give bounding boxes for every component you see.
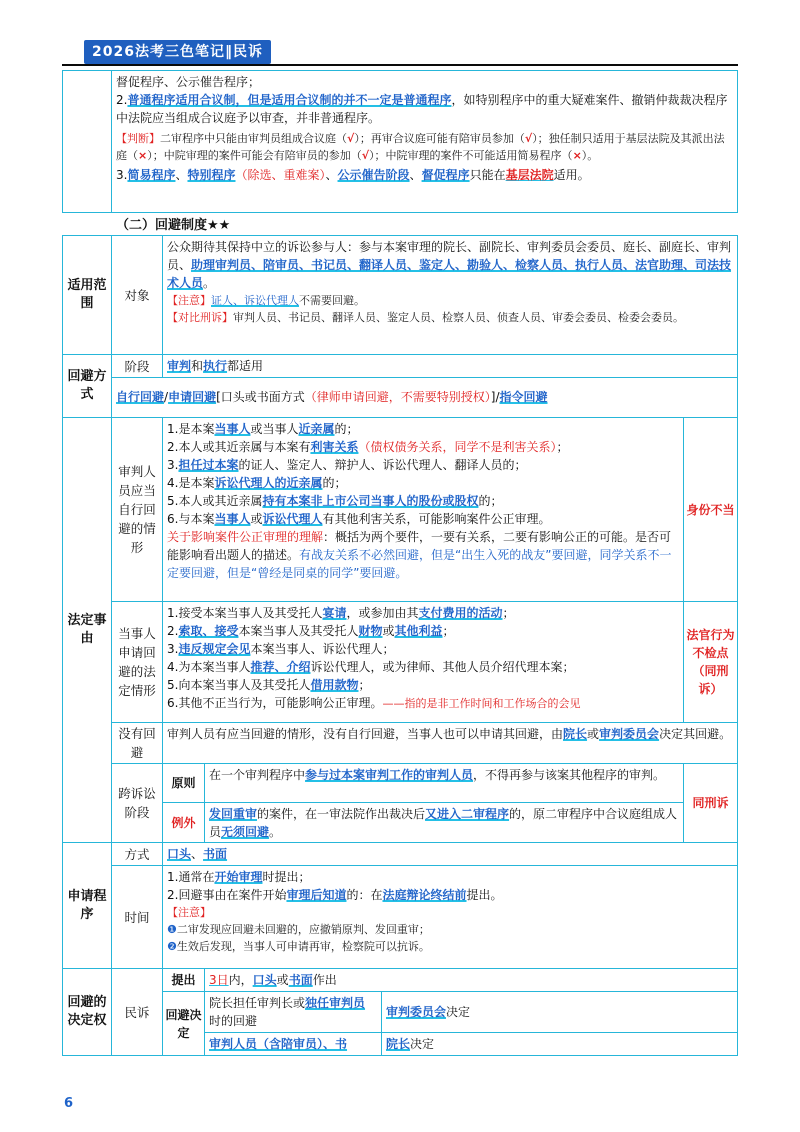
no-recusal-content: 审判人员有应当回避的情形，没有自行回避，当事人也可以申请其回避，由院长或审判委员会决定其回避。 <box>162 722 738 764</box>
page-header <box>62 38 738 66</box>
judge-tag: 【判断】 <box>116 132 160 145</box>
decision-row-2-left: 审判人员（含陪审员）、书 <box>204 1032 382 1056</box>
self-recusal-label: 审判人员应当自行回避的情形 <box>111 417 163 602</box>
civil-procedure-label: 民诉 <box>111 968 163 1056</box>
intro-empty-label <box>62 70 112 213</box>
check-mark: √ <box>347 132 355 145</box>
time-label: 时间 <box>111 865 163 969</box>
target-label: 对象 <box>111 235 163 355</box>
stage-content: 审判和执行都适用 <box>162 354 738 378</box>
decision-row-2-right: 院长决定 <box>381 1032 738 1056</box>
decision-row-1-left: 院长担任审判长或独任审判员时的回避 <box>204 991 382 1033</box>
cross-stage-label: 跨诉讼阶段 <box>111 763 163 843</box>
target-attention: 【注意】证人、诉讼代理人不需要回避。 <box>167 294 365 307</box>
no-recusal-label: 没有回避 <box>111 722 163 764</box>
self-recusal-side-note: 身份不当 <box>683 417 738 602</box>
notes-table <box>62 70 738 1056</box>
self-recusal-content: 1.是本案当事人或当事人近亲属的； 2.本人或其近亲属与本案有利害关系（债权债务关系，同学不是利害关系）； 3.担任过本案的证人、鉴定人、辩护人、诉讼代理人、翻译人员的； 4.是本案诉讼代理人的近亲属的； 5.本人或其近亲属持有本案非上市公司当事人的股份或股权的； 6.与本案当事人或诉讼代理人有其他利害关系，可能影响案件公正审理。 关于影响案件公正审理的理解：概括为两个要件，一要有关系，二要有影响公正的可能。是否可能影响看出题人的描述。有战友关系不必然回避，但是“出生入死的战友”要回避，同学关系不一定要回避，但是“曾经是同桌的同学”要回避。 <box>162 417 684 602</box>
cross-mark: × <box>572 149 582 162</box>
submit-label: 提出 <box>162 968 205 992</box>
numbered-mark-1: ❶ <box>167 923 177 936</box>
scope-label: 适用范围 <box>62 235 112 355</box>
cross-stage-side-note: 同刑诉 <box>683 763 738 843</box>
intro-point-2-key: 普通程序适用合议制，但是适用合议制的并不一定是普通程序 <box>127 93 452 107</box>
way-label: 方式 <box>111 842 163 866</box>
method-label: 回避方式 <box>62 354 112 418</box>
check-mark: √ <box>524 132 533 145</box>
principle-content: 在一个审判程序中参与过本案审判工作的审判人员，不得再参与该案其他程序的审判。 <box>204 763 684 803</box>
party-application-side-note: 法官行为不检点（同刑诉） <box>683 601 738 723</box>
target-text: 公众期待其保持中立的诉讼参与人：参与本案审理的院长、副院长、审判委员会委员、庭长、副庭长、审判员、助理审判员、陪审员、书记员、翻译人员、鉴定人、勘验人、检察人员、执行人员、法官助理、司法技术人员。 <box>167 240 732 290</box>
target-content <box>162 235 738 355</box>
intro-line-1: 督促程序、公示催告程序； <box>116 75 261 89</box>
numbered-mark-2: ❷ <box>167 940 177 953</box>
way-content: 口头、书面 <box>162 842 738 866</box>
decision-power-label: 回避的决定权 <box>62 968 112 1056</box>
stage-label: 阶段 <box>111 354 163 378</box>
intro-judge-note: 【判断】二审程序中只能由审判员组成合议庭（√）；再审合议庭可能有陪审员参加（√）；独任制只适用于基层法院及其派出法庭（×）；中院审理的案件可能会有陪审员的参加（√）；中院审理的案件不可能适用简易程序（×）。 <box>116 132 725 162</box>
check-mark: √ <box>361 149 370 162</box>
section-title: （二）回避制度★★ <box>116 218 231 233</box>
header-title: 2026法考三色笔记‖民诉 <box>84 40 271 64</box>
time-content: 1.通常在开始审理时提出； 2.回避事由在案件开始审理后知道的：在法庭辩论终结前提出。 【注意】 ❶二审发现应回避未回避的，应撤销原判、发回重审； ❷生效后发现，当事人可申请再审，检察院可以抗诉。 <box>162 865 738 969</box>
page-number: 6 <box>64 1096 74 1111</box>
importance-stars: ★★ <box>207 218 231 233</box>
intro-point-3: 3.简易程序、特别程序（除选、重难案）、公示催告阶段、督促程序只能在基层法院适用。 <box>116 168 590 182</box>
party-application-label: 当事人申请回避的法定情形 <box>111 601 163 723</box>
intro-content <box>111 70 738 213</box>
target-compare: 【对比刑诉】审判人员、书记员、翻译人员、鉴定人员、检察人员、侦查人员、审委会委员、检委会委员。 <box>167 311 684 324</box>
decide-label: 回避决定 <box>162 991 205 1056</box>
legal-grounds-label: 法定事由 <box>62 417 112 843</box>
exception-content: 发回重审的案件，在一审法院作出裁决后又进入二审程序的，原二审程序中合议庭组成人员无须回避。 <box>204 802 684 843</box>
exception-label: 例外 <box>162 802 205 843</box>
principle-label: 原则 <box>162 763 205 803</box>
decision-row-1-right: 审判委员会决定 <box>381 991 738 1033</box>
header-rule <box>62 64 738 66</box>
application-procedure-label: 申请程序 <box>62 842 112 969</box>
method-content: 自行回避/申请回避[口头或书面方式（律师申请回避，不需要特别授权）]/指令回避 <box>111 377 738 418</box>
cross-mark: × <box>138 149 148 162</box>
party-application-content: 1.接受本案当事人及其受托人宴请，或参加由其支付费用的活动； 2.索取、接受本案当事人及其受托人财物或其他利益； 3.违反规定会见本案当事人、诉讼代理人； 4.为本案当事人推荐、介绍诉讼代理人，或为律师、其他人员介绍代理本案； 5.向本案当事人及其受托人借用款物； 6.其他不正当行为，可能影响公正审理。——指的是非工作时间和工作场合的会见 <box>162 601 684 723</box>
understanding-note: 关于影响案件公正审理的理解：概括为两个要件，一要有关系，二要有影响公正的可能。是否可能影响看出题人的描述。有战友关系不必然回避，但是“出生入死的战友”要回避，同学关系不一定要回避，但是“曾经是同桌的同学”要回避。 <box>167 530 672 580</box>
intro-point-2: 2.普通程序适用合议制，但是适用合议制的并不一定是普通程序，如特别程序中的重大疑难案件、撤销仲裁裁决程序中法院应当组成合议庭予以审查，并非普通程序。 <box>116 93 728 125</box>
submit-content: 3日内，口头或书面作出 <box>204 968 738 992</box>
